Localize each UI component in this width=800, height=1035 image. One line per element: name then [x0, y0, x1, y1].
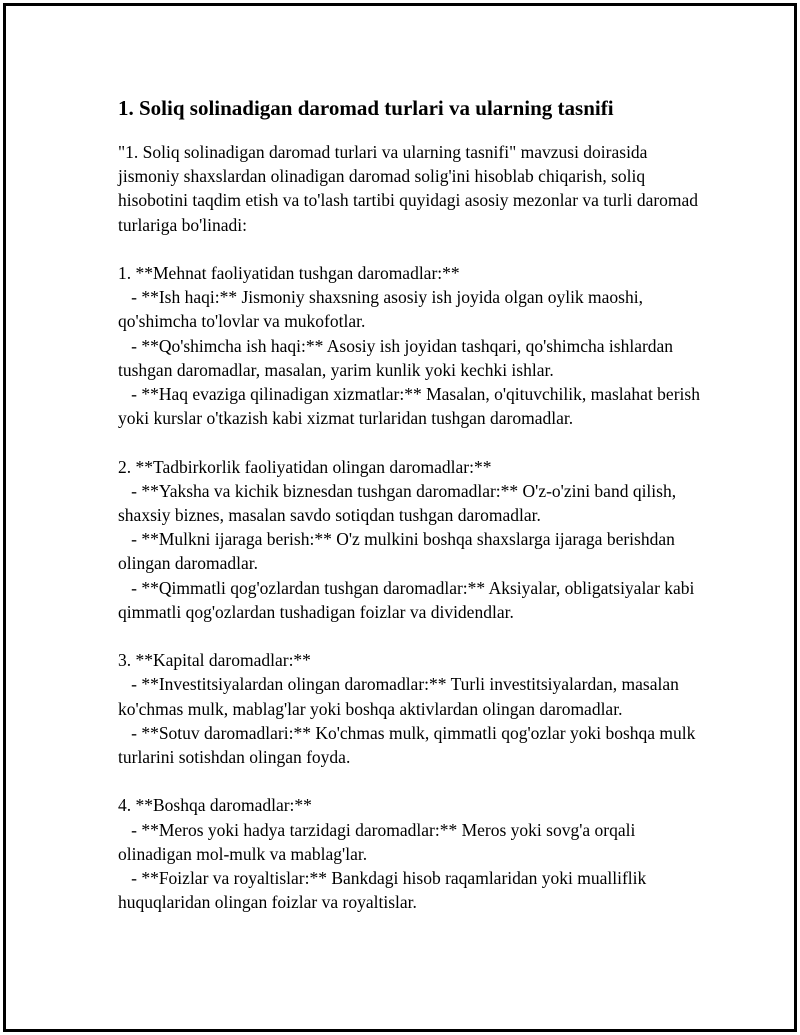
document-body [118, 96, 708, 914]
intro-paragraph: "1. Soliq solinadigan daromad turlari va ularning tasnifi" mavzusi doirasida jismoniy shaxslardan olinadigan daromad solig'ini hisoblab chiqarish, soliq hisobotini taqdim etish va to'lash tartibi quyidagi asosiy mezonlar va turli daromad turlariga bo'linadi: [118, 142, 703, 235]
spacer [118, 624, 708, 648]
document-title: 1. Soliq solinadigan daromad turlari va ularning tasnifi [118, 96, 614, 120]
spacer [118, 769, 708, 793]
list-item: - **Ish haqi:** Jismoniy shaxsning asosiy ish joyida olgan oylik maoshi, qo'shimcha to'lovlar va mukofotlar. [118, 287, 648, 332]
spacer [118, 430, 708, 454]
list-item: - **Foizlar va royaltislar:** Bankdagi hisob raqamlaridan yoki mualliflik huquqlaridan olingan foizlar va royaltislar. [118, 868, 651, 913]
list-item: - **Mulkni ijaraga berish:** O'z mulkini boshqa shaxslarga ijaraga berishdan olingan daromadlar. [118, 529, 680, 574]
list-item: - **Investitsiyalardan olingan daromadlar:** Turli investitsiyalardan, masalan ko'chmas mulk, mablag'lar yoki boshqa aktivlardan olingan daromadlar. [118, 674, 684, 719]
section-heading: 1. **Mehnat faoliyatidan tushgan daromadlar:** [118, 263, 460, 283]
section-heading: 4. **Boshqa daromadlar:** [118, 795, 312, 816]
list-item: - **Qimmatli qog'ozlardan tushgan daromadlar:** Aksiyalar, obligatsiyalar kabi qimmatli qog'ozlardan tushadigan foizlar va dividendlar. [118, 577, 699, 622]
list-item: - **Sotuv daromadlari:** Ko'chmas mulk, qimmatli qog'ozlar yoki boshqa mulk turlarini sotishdan olingan foyda. [118, 722, 700, 768]
section-heading: 2. **Tadbirkorlik faoliyatidan olingan daromadlar:** [118, 456, 492, 477]
section-2 [118, 455, 708, 624]
list-item: - **Yaksha va kichik biznesdan tushgan daromadlar:** O'z-o'zini band qilish, shaxsiy biznes, masalan savdo sotiqdan tushgan daromadlar. [118, 480, 681, 526]
section-heading: 3. **Kapital daromadlar:** [118, 650, 311, 671]
list-item: - **Meros yoki hadya tarzidagi daromadlar:** Meros yoki sovg'a orqali olinadigan mol-mulk va mablag'lar. [118, 819, 640, 864]
spacer [118, 237, 708, 261]
section-1 [118, 261, 708, 430]
section-4 [118, 793, 708, 914]
list-item: - **Haq evaziga qilinadigan xizmatlar:** Masalan, o'qituvchilik, maslahat berish yoki kurslar o'tkazish kabi xizmat turlaridan tushgan daromadlar. [118, 384, 705, 429]
section-3 [118, 648, 708, 769]
list-item: - **Qo'shimcha ish haqi:** Asosiy ish joyidan tashqari, qo'shimcha ishlardan tushgan daromadlar, masalan, yarim kunlik yoki kechki ishlar. [118, 335, 678, 380]
